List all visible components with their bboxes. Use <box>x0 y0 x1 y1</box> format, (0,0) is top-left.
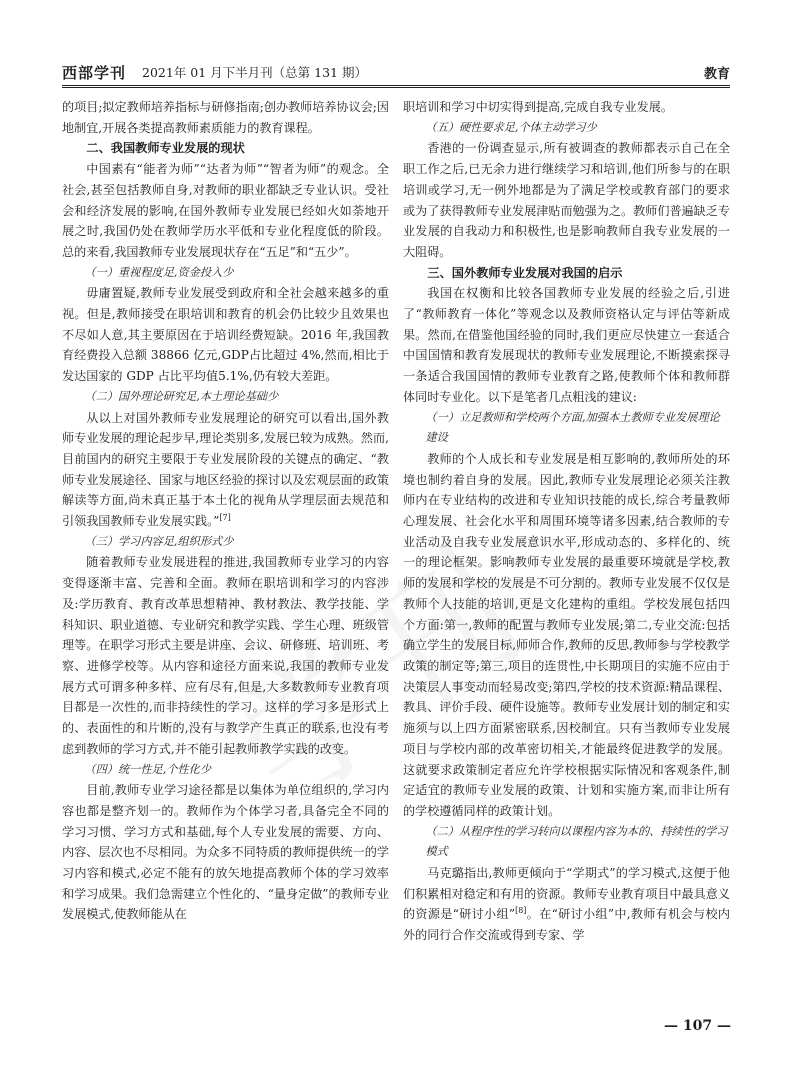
header-rule <box>62 85 730 86</box>
reference-8[interactable]: [8] <box>515 906 527 916</box>
right-column <box>403 97 730 946</box>
page-number: — 107 — <box>664 1018 731 1034</box>
journal-logo: 西部学刊 <box>62 64 127 82</box>
recommendation-heading-1: （一）立足教师和学校两个方面,加强本土教师专业发展理论建设 <box>425 410 720 445</box>
paragraph-sub4: 目前,教师专业学习途径都是以集体为单位组织的,学习内容也都是整齐划一的。教师作为个体学习者,具备完全不同的学习习惯、学习方式和基础,每个人专业发展的需要、方向、内容、层次也不尽相同。为众多不同特质的教师提供统一的学习内容和模式,必定不能有的放矢地提高教师个体的学习效率和学习成果。我们急需建立个性化的、“量身定做”的教师专业发展模式,使教师能从在 <box>62 783 389 922</box>
paragraph-sub3: 随着教师专业发展进程的推进,我国教师专业学习的内容变得逐渐丰富、完善和全面。教师在职培训和学习的内容涉及:学历教育、教育改革思想精神、教材教法、教学技能、学科知识、职业道德、专业研究和教学实践、学生心理、班级管理等。在职学习形式主要是讲座、会议、研修班、培训班、考察、进修学校等。从内容和途径方面来说,我国的教师专业发展方式可谓多种多样、应有尽有,但是,大多数教师专业教育项目都是一次性的,而非持续性的学习。这样的学习多是形式上的、表面性的和片断的,没有与教学产生真正的联系,也没有考虑到教师的学习方式,并不能引起教师教学实践的改变。 <box>62 555 389 756</box>
subheading-4: （四）统一性足,个性化少 <box>84 762 212 776</box>
paragraph-rec1: 教师的个人成长和专业发展是相互影响的,教师所处的环境也制约着自身的发展。因此,教师专业发展理论必须关注教师内在专业结构的改进和专业知识技能的成长,综合考量教师心理发展、社会化水平和周围环境等诸多因素,结合教师的专业活动及自我专业发展意识水平,形成动态的、多样化的、统一的理论框架。影响教师专业发展的最重要环境就是学校,教师的发展和学校的发展是不可分割的。教师专业发展不仅仅是教师个人技能的培训,更是文化建构的重组。学校发展包括四个方面:第一,教师的配置与教师专业发展;第二,专业交流:包括确立学生的发展目标,师师合作,教师的反思,教师参与学校教学政策的制定等;第三,项目的连贯性,中长期项目的实施不应由于决策层人事变动而轻易改变;第四,学校的技术资源:精品课程、教具、评价手段、硬件设施等。教师专业发展计划的制定和实施须与以上四方面紧密联系,因校制宜。只有当教师专业发展项目与学校内部的改革密切相关,才能最终促进教学的发展。这就要求政策制定者应允许学校根据实际情况和客观条件,制定适宜的教师专业发展的政策、计划和实施方案,而非让所有的学校遵循同样的政策计划。 <box>403 451 730 818</box>
header-rule-second <box>62 87 730 88</box>
section-heading-3: 三、国外教师专业发展对我国的启示 <box>427 265 623 280</box>
paragraph-sub1: 毋庸置疑,教师专业发展受到政府和全社会越来越多的重视。但是,教师接受在职培训和教育的机会仍比较少且效果也不尽如人意,其主要原因在于培训经费短缺。2016 年,我国教育经费投入总额 38866 亿元,GDP占比超过 4%,然而,相比于发达国家的 GDP 占比平均值5.1%,仍有较大差距。 <box>62 286 389 384</box>
recommendation-heading-2: （二）从程序性的学习转向以课程内容为本的、持续性的学习模式 <box>425 824 728 859</box>
subheading-5: （五）硬性要求足,个体主动学习少 <box>425 120 597 134</box>
paragraph-sub5: 香港的一份调查显示,所有被调查的教师都表示自己在全职工作之后,已无余力进行继续学习和培训,他们所参与的在职培训或学习,无一例外地都是为了满足学校或教育部门的要求或为了获得教师专业发展津贴而勉强为之。教师们普遍缺乏专业发展的自我动力和积极性,也是影响教师自我专业发展的一大阻碍。 <box>403 141 730 259</box>
section-tag: 教育 <box>703 67 730 82</box>
subheading-2: （二）国外理论研究足,本土理论基础少 <box>84 389 279 403</box>
issue-info: 2021年 01 月下半月刊（总第 131 期） <box>142 65 367 80</box>
paragraph-rec2-text-a: 马克璐指出,教师更倾向于“学期式”的学习模式,这便于他们积累相对稳定和有用的资源。教师专业教育项目中最具意义的资源是“研讨小组” <box>403 866 730 922</box>
subheading-1: （一）重视程度足,资金投入少 <box>84 265 234 279</box>
paragraph-continued-right: 职培训和学习中切实得到提高,完成自我专业发展。 <box>403 100 673 114</box>
section-heading-2: 二、我国教师专业发展的现状 <box>86 141 245 156</box>
subheading-3: （三）学习内容足,组织形式少 <box>84 534 234 548</box>
paragraph-continued: 的项目;拟定教师培养指标与研修指南;创办教师培养协议会;因地制宜,开展各类提高教师素质能力的教育课程。 <box>62 100 389 135</box>
paragraph-section2: 中国素有“能者为师”“达者为师”“智者为师”的观念。全社会,甚至包括教师自身,对教师的职业都缺乏专业认识。受社会和经济发展的影响,在国外教师专业发展已经如火如荼地开展之时,我国仍处在教师学历水平低和专业化程度低的阶段。总的来看,我国教师专业发展现状存在“五足”和“五少”。 <box>62 162 389 259</box>
paragraph-sub2 <box>62 408 389 532</box>
paragraph-sub2-text: 从以上对国外教师专业发展理论的研究可以看出,国外教师专业发展的理论起步早,理论类别多,发展已较为成熟。然而,目前国内的研究主要限于专业发展阶段的关键点的确定、“教师专业发展途径、国家与地区经验的探讨以及宏观层面的政策解读等方面,尚未真正基于本土化的视角从学理层面去规范和引领我国教师专业发展实践。” <box>62 410 389 529</box>
paragraph-section3: 我国在权衡和比较各国教师专业发展的经验之后,引进了“教师教育一体化”等观念以及教师资格认定与评估等新成果。然而,在借鉴他国经验的同时,我们更应尽快建立一套适合中国国情和教育发展现状的教师专业发展理论,不断摸索探寻一条适合我国国情的教师专业教育之路,使教师个体和教师群体同时专业化。以下是笔者几点粗浅的建议: <box>403 286 730 404</box>
paragraph-rec2-text-b: 。在“研讨小组”中,教师有机会与校内外的同行合作交流或得到专家、学 <box>403 907 730 943</box>
left-column <box>62 97 389 925</box>
page-header <box>62 54 730 88</box>
paragraph-rec2 <box>403 863 730 946</box>
reference-7[interactable]: [7] <box>219 513 231 523</box>
